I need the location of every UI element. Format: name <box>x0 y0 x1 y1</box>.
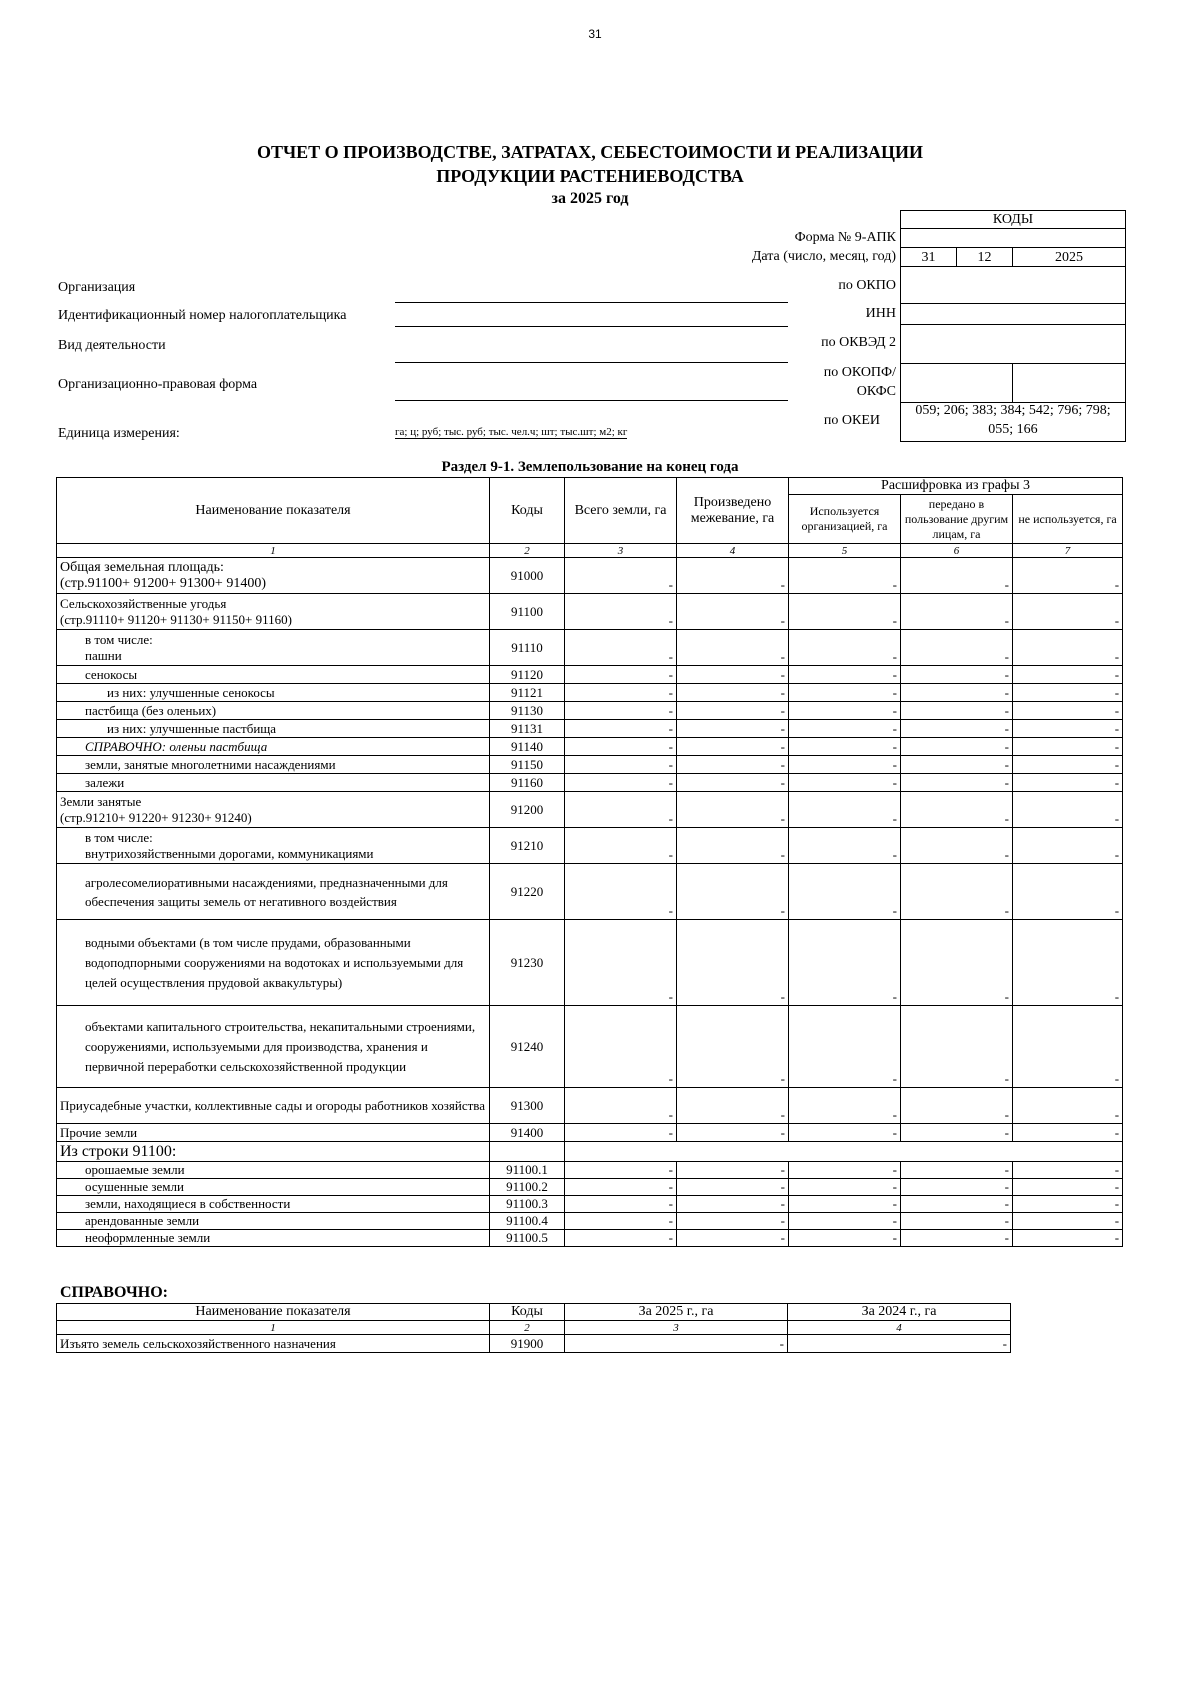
col-header-name: Наименование показателя <box>57 478 490 544</box>
value-cell[interactable]: - <box>789 1006 901 1088</box>
value-cell[interactable]: - <box>565 1088 677 1124</box>
row-code: 91100.2 <box>490 1179 565 1196</box>
page-number: 31 <box>588 27 602 41</box>
col-num: 4 <box>677 544 789 558</box>
row-label: агролесомелиоративными насаждениями, предназначенными для обеспечения защиты земель от негативного воздействия <box>57 864 490 920</box>
value-cell[interactable]: - <box>789 1124 901 1142</box>
value-cell[interactable]: - <box>1013 594 1123 630</box>
unit-value: га; ц; руб; тыс. руб; тыс. чел.ч; шт; тыс.шт; м2; кг <box>395 426 628 438</box>
value-cell[interactable]: - <box>565 1230 677 1247</box>
row-code: 91900 <box>490 1335 565 1353</box>
value-cell[interactable]: - <box>789 558 901 594</box>
row-label: в том числе: <box>85 631 153 647</box>
value-cell[interactable]: - <box>677 828 789 864</box>
table-row <box>57 1162 1123 1179</box>
value-cell[interactable]: - <box>901 738 1013 756</box>
table-row <box>57 720 1123 738</box>
okpo-label: по ОКПО <box>838 278 896 293</box>
value-cell[interactable]: - <box>677 720 789 738</box>
value-cell[interactable]: - <box>677 1162 789 1179</box>
okopf-cell <box>900 363 1013 403</box>
value-cell[interactable]: - <box>901 666 1013 684</box>
row-code: 91100 <box>490 594 565 630</box>
table-row <box>57 558 1123 594</box>
row-label: сенокосы <box>57 666 490 684</box>
row-code: 91110 <box>490 630 565 666</box>
value-cell[interactable]: - <box>565 920 677 1006</box>
activity-field[interactable] <box>395 362 788 363</box>
value-cell[interactable]: - <box>901 774 1013 792</box>
table-row <box>57 1335 1011 1353</box>
row-code: 91230 <box>490 920 565 1006</box>
okfs-cell <box>1012 363 1126 403</box>
value-cell[interactable]: - <box>677 1006 789 1088</box>
row-code: 91000 <box>490 558 565 594</box>
date-day: 31 <box>900 247 957 267</box>
row-label: неоформленные земли <box>57 1230 490 1247</box>
row-label: СПРАВОЧНО: оленьи пастбища <box>57 738 490 756</box>
value-cell[interactable]: - <box>677 1230 789 1247</box>
row-label-formula: (стр.91210+ 91220+ 91230+ 91240) <box>60 809 252 825</box>
legal-form-label: Организационно-правовая форма <box>58 377 258 392</box>
section-title: Раздел 9-1. Землепользование на конец года <box>441 459 739 475</box>
value-cell[interactable]: - <box>1013 774 1123 792</box>
row-code: 91100.4 <box>490 1213 565 1230</box>
row-label: орошаемые земли <box>57 1162 490 1179</box>
value-cell[interactable]: - <box>1013 1124 1123 1142</box>
table-row <box>57 774 1123 792</box>
value-cell[interactable]: - <box>901 1179 1013 1196</box>
value-cell[interactable]: - <box>565 1196 677 1213</box>
col-header-total: Всего земли, га <box>565 478 677 544</box>
row-code: 91150 <box>490 756 565 774</box>
value-cell[interactable]: - <box>901 1006 1013 1088</box>
value-cell[interactable]: - <box>789 792 901 828</box>
okved-label: по ОКВЭД 2 <box>821 335 896 350</box>
value-cell[interactable]: - <box>677 774 789 792</box>
value-cell[interactable]: - <box>789 630 901 666</box>
value-cell[interactable]: - <box>565 1335 788 1353</box>
col-num: 2 <box>490 544 565 558</box>
value-cell[interactable]: - <box>677 666 789 684</box>
row-code: 91210 <box>490 828 565 864</box>
value-cell[interactable]: - <box>789 702 901 720</box>
reference-title: СПРАВОЧНО: <box>60 1284 168 1301</box>
row-label-sub: внутрихозяйственными дорогами, коммуникациями <box>85 845 374 861</box>
table-row <box>57 666 1123 684</box>
ref-col-num: 1 <box>57 1321 490 1335</box>
value-cell[interactable]: - <box>1013 1006 1123 1088</box>
row-label: Приусадебные участки, коллективные сады и огороды работников хозяйства <box>57 1088 490 1124</box>
ref-col-header-name: Наименование показателя <box>57 1304 490 1321</box>
col-header-transferred: передано в пользование другим лицам, га <box>901 495 1013 544</box>
row-label: арендованные земли <box>57 1213 490 1230</box>
row-code: 91100.3 <box>490 1196 565 1213</box>
value-cell[interactable]: - <box>677 630 789 666</box>
table-row <box>57 1088 1123 1124</box>
row-code: 91400 <box>490 1124 565 1142</box>
value-cell[interactable]: - <box>677 1196 789 1213</box>
value-cell[interactable]: - <box>1013 864 1123 920</box>
value-cell[interactable]: - <box>565 1006 677 1088</box>
form-code-cell <box>900 228 1126 248</box>
row-label: Земли занятые <box>60 793 142 809</box>
value-cell[interactable]: - <box>789 1088 901 1124</box>
value-cell[interactable]: - <box>789 1179 901 1196</box>
value-cell[interactable]: - <box>565 1179 677 1196</box>
value-cell[interactable]: - <box>677 594 789 630</box>
value-cell[interactable]: - <box>901 720 1013 738</box>
reference-table <box>56 1303 1011 1353</box>
col-num: 5 <box>789 544 901 558</box>
value-cell[interactable]: - <box>789 1196 901 1213</box>
value-cell[interactable]: - <box>1013 666 1123 684</box>
table-row <box>57 864 1123 920</box>
value-cell[interactable]: - <box>565 864 677 920</box>
table-row <box>57 1179 1123 1196</box>
row-code: 91240 <box>490 1006 565 1088</box>
land-use-table <box>56 477 1123 1247</box>
value-cell[interactable]: - <box>677 558 789 594</box>
table-row <box>57 828 1123 864</box>
table-row <box>57 1124 1123 1142</box>
inn-label: Идентификационный номер налогоплательщика <box>58 308 347 323</box>
value-cell[interactable]: - <box>901 684 1013 702</box>
table-row <box>57 702 1123 720</box>
row-code: 91130 <box>490 702 565 720</box>
value-cell[interactable]: - <box>565 756 677 774</box>
value-cell[interactable]: - <box>565 630 677 666</box>
row-code: 91220 <box>490 864 565 920</box>
row-code: 91300 <box>490 1088 565 1124</box>
value-cell[interactable]: - <box>1013 1179 1123 1196</box>
col-num: 3 <box>565 544 677 558</box>
value-cell[interactable]: - <box>789 738 901 756</box>
value-cell[interactable]: - <box>901 792 1013 828</box>
value-cell[interactable]: - <box>901 594 1013 630</box>
row-label: пастбища (без оленьих) <box>57 702 490 720</box>
value-cell[interactable]: - <box>1013 792 1123 828</box>
empty-cell <box>565 1142 1123 1162</box>
col-header-unused: не используется, га <box>1013 495 1123 544</box>
value-cell[interactable]: - <box>677 684 789 702</box>
value-cell[interactable]: - <box>677 792 789 828</box>
value-cell[interactable]: - <box>1013 1088 1123 1124</box>
value-cell[interactable]: - <box>789 756 901 774</box>
row-label: Общая земельная площадь: <box>60 559 224 575</box>
report-title-line2: ПРОДУКЦИИ РАСТЕНИЕВОДСТВА <box>436 166 744 186</box>
inn-code-cell <box>900 303 1126 325</box>
table-row <box>57 684 1123 702</box>
row-label: из них: улучшенные сенокосы <box>57 684 490 702</box>
value-cell[interactable]: - <box>901 828 1013 864</box>
value-cell[interactable]: - <box>789 594 901 630</box>
col-header-breakdown: Расшифровка из графы 3 <box>789 478 1123 495</box>
value-cell[interactable]: - <box>901 1230 1013 1247</box>
empty-cell <box>490 1142 565 1162</box>
row-code: 91200 <box>490 792 565 828</box>
value-cell[interactable]: - <box>565 738 677 756</box>
row-label-sub: пашни <box>85 647 122 663</box>
value-cell[interactable]: - <box>789 1162 901 1179</box>
value-cell[interactable]: - <box>901 756 1013 774</box>
value-cell[interactable]: - <box>677 1124 789 1142</box>
row-label: осушенные земли <box>57 1179 490 1196</box>
date-year: 2025 <box>1012 247 1126 267</box>
value-cell[interactable]: - <box>901 558 1013 594</box>
from-row-label: Из строки 91100: <box>57 1142 490 1162</box>
value-cell[interactable]: - <box>789 864 901 920</box>
table-row <box>57 1213 1123 1230</box>
row-label: Изъято земель сельскохозяйственного назначения <box>57 1335 490 1353</box>
ref-col-num: 3 <box>565 1321 788 1335</box>
value-cell[interactable]: - <box>1013 684 1123 702</box>
value-cell[interactable]: - <box>1013 756 1123 774</box>
value-cell[interactable]: - <box>1013 738 1123 756</box>
value-cell[interactable]: - <box>565 558 677 594</box>
date-month: 12 <box>956 247 1013 267</box>
value-cell[interactable]: - <box>901 1213 1013 1230</box>
row-label: земли, находящиеся в собственности <box>57 1196 490 1213</box>
table-row <box>57 756 1123 774</box>
codes-header: КОДЫ <box>900 210 1126 229</box>
value-cell[interactable]: - <box>565 828 677 864</box>
col-header-code: Коды <box>490 478 565 544</box>
value-cell[interactable]: - <box>789 774 901 792</box>
value-cell[interactable]: - <box>1013 702 1123 720</box>
value-cell[interactable]: - <box>1013 920 1123 1006</box>
value-cell[interactable]: - <box>1013 558 1123 594</box>
col-num: 7 <box>1013 544 1123 558</box>
value-cell[interactable]: - <box>901 702 1013 720</box>
value-cell[interactable]: - <box>789 920 901 1006</box>
date-label: Дата (число, месяц, год) <box>751 249 896 264</box>
okei-value-2: 055; 166 <box>988 422 1038 437</box>
value-cell[interactable]: - <box>788 1335 1011 1353</box>
table-row <box>57 1230 1123 1247</box>
value-cell[interactable]: - <box>789 1213 901 1230</box>
value-cell[interactable]: - <box>565 684 677 702</box>
value-cell[interactable]: - <box>901 864 1013 920</box>
unit-label: Единица измерения: <box>58 426 180 441</box>
report-title-line1: ОТЧЕТ О ПРОИЗВОДСТВЕ, ЗАТРАТАХ, СЕБЕСТОИМОСТИ И РЕАЛИЗАЦИИ <box>256 142 924 162</box>
value-cell[interactable]: - <box>565 1162 677 1179</box>
col-num: 1 <box>57 544 490 558</box>
row-code: 91120 <box>490 666 565 684</box>
value-cell[interactable]: - <box>677 864 789 920</box>
row-code: 91100.5 <box>490 1230 565 1247</box>
inn-code-label: ИНН <box>865 306 896 321</box>
value-cell[interactable]: - <box>677 1179 789 1196</box>
table-row <box>57 1196 1123 1213</box>
value-cell[interactable]: - <box>677 702 789 720</box>
table-row <box>57 630 1123 666</box>
value-cell[interactable]: - <box>1013 1213 1123 1230</box>
okopf-label-2: ОКФС <box>856 384 896 399</box>
value-cell[interactable]: - <box>565 774 677 792</box>
row-code: 91160 <box>490 774 565 792</box>
value-cell[interactable]: - <box>677 1088 789 1124</box>
row-label: Прочие земли <box>57 1124 490 1142</box>
value-cell[interactable]: - <box>901 1088 1013 1124</box>
row-code: 91100.1 <box>490 1162 565 1179</box>
value-cell[interactable]: - <box>789 828 901 864</box>
col-header-survey: Произведено межевание, га <box>677 478 789 544</box>
value-cell[interactable]: - <box>789 684 901 702</box>
ref-col-header-2025: За 2025 г., га <box>565 1304 788 1321</box>
value-cell[interactable]: - <box>1013 1196 1123 1213</box>
value-cell[interactable]: - <box>901 630 1013 666</box>
value-cell[interactable]: - <box>565 1213 677 1230</box>
ref-col-num: 2 <box>490 1321 565 1335</box>
col-num: 6 <box>901 544 1013 558</box>
legal-form-field[interactable] <box>395 400 788 401</box>
ref-col-header-2024: За 2024 г., га <box>788 1304 1011 1321</box>
value-cell[interactable]: - <box>565 1124 677 1142</box>
table-row <box>57 594 1123 630</box>
value-cell[interactable]: - <box>1013 1230 1123 1247</box>
value-cell[interactable]: - <box>1013 828 1123 864</box>
col-header-used: Используется организацией, га <box>789 495 901 544</box>
value-cell[interactable]: - <box>565 702 677 720</box>
okopf-label-1: по ОКОПФ/ <box>823 365 896 380</box>
table-row <box>57 1006 1123 1088</box>
organization-label: Организация <box>58 280 136 295</box>
row-label: Сельскохозяйственные угодья <box>60 595 227 611</box>
row-code: 91121 <box>490 684 565 702</box>
value-cell[interactable]: - <box>901 920 1013 1006</box>
value-cell[interactable]: - <box>1013 1162 1123 1179</box>
table-row <box>57 738 1123 756</box>
okei-value-1: 059; 206; 383; 384; 542; 796; 798; <box>915 403 1111 418</box>
value-cell[interactable]: - <box>789 1230 901 1247</box>
table-row <box>57 920 1123 1006</box>
row-label-formula: (стр.91100+ 91200+ 91300+ 91400) <box>60 575 266 591</box>
organization-field[interactable] <box>395 302 788 303</box>
row-code: 91131 <box>490 720 565 738</box>
value-cell[interactable]: - <box>565 792 677 828</box>
row-label-formula: (стр.91110+ 91120+ 91130+ 91150+ 91160) <box>60 611 292 627</box>
row-label: объектами капитального строительства, некапитальными строениями, сооружениями, используемыми для производства, хранения и первичной переработки сельскохозяйственной продукции <box>57 1006 490 1088</box>
ref-col-num: 4 <box>788 1321 1011 1335</box>
okved-cell <box>900 324 1126 364</box>
row-label: в том числе: <box>85 829 153 845</box>
okpo-cell <box>900 266 1126 304</box>
value-cell[interactable]: - <box>677 920 789 1006</box>
row-label: залежи <box>57 774 490 792</box>
row-code: 91140 <box>490 738 565 756</box>
value-cell[interactable]: - <box>677 756 789 774</box>
activity-label: Вид деятельности <box>58 338 166 353</box>
table-row <box>57 792 1123 828</box>
value-cell[interactable]: - <box>1013 630 1123 666</box>
row-label: из них: улучшенные пастбища <box>57 720 490 738</box>
ref-col-header-code: Коды <box>490 1304 565 1321</box>
value-cell[interactable]: - <box>789 720 901 738</box>
inn-field[interactable] <box>395 326 788 327</box>
value-cell[interactable]: - <box>901 1162 1013 1179</box>
value-cell[interactable]: - <box>901 1196 1013 1213</box>
value-cell[interactable]: - <box>565 594 677 630</box>
value-cell[interactable]: - <box>677 1213 789 1230</box>
row-label: земли, занятые многолетними насаждениями <box>57 756 490 774</box>
okei-label: по ОКЕИ <box>823 413 880 428</box>
value-cell[interactable]: - <box>789 666 901 684</box>
value-cell[interactable]: - <box>901 1124 1013 1142</box>
form-label: Форма № 9-АПК <box>794 230 896 245</box>
value-cell[interactable]: - <box>565 666 677 684</box>
row-label: водными объектами (в том числе прудами, образованными водоподпорными сооружениями на водотоках и используемыми для целей осуществления прудовой аквакультуры) <box>57 920 490 1006</box>
report-period: за 2025 год <box>551 190 629 207</box>
value-cell[interactable]: - <box>1013 720 1123 738</box>
value-cell[interactable]: - <box>677 738 789 756</box>
table-row <box>57 1142 1123 1162</box>
value-cell[interactable]: - <box>565 720 677 738</box>
